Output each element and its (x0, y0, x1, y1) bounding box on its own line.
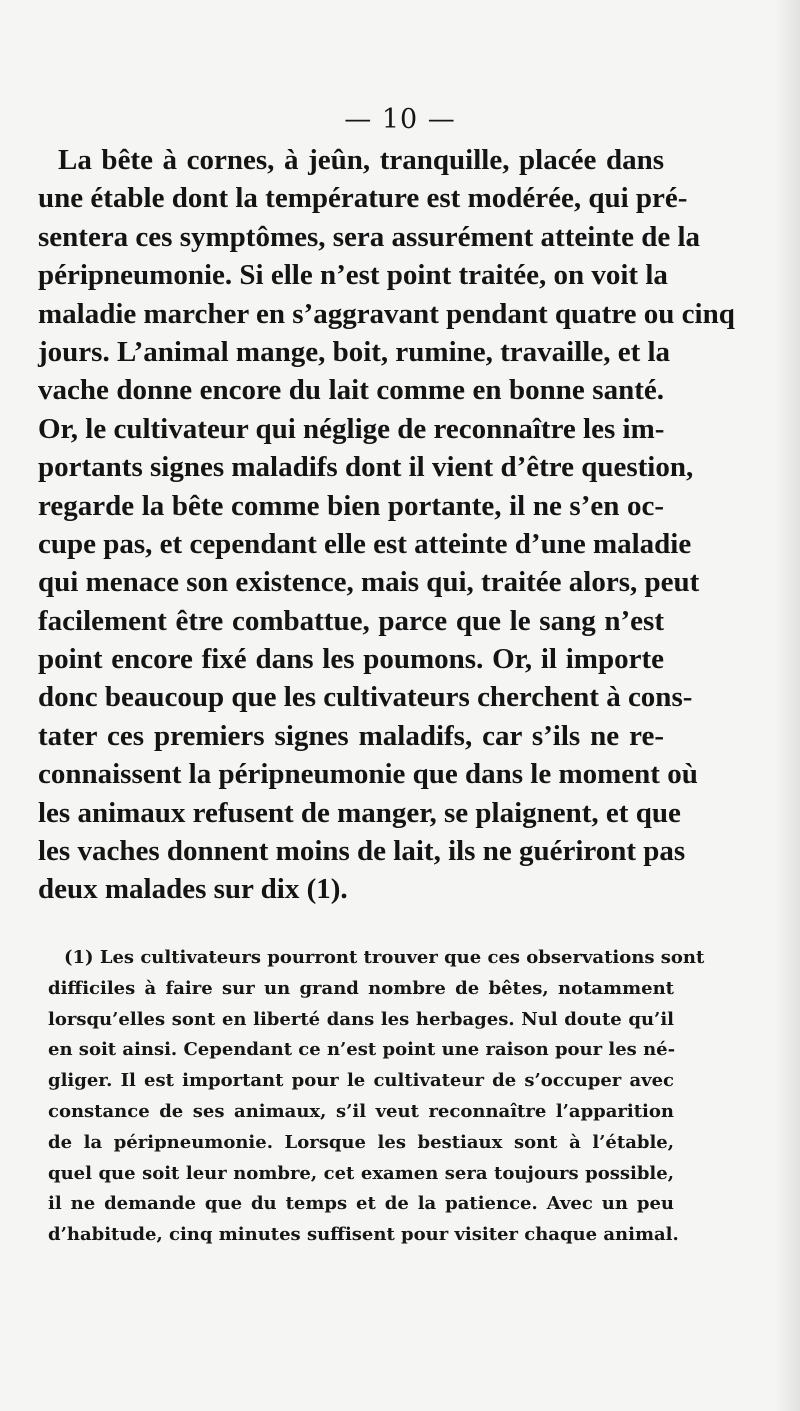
text-line: tater ces premiers signes maladifs, car s’ils ne re- (38, 719, 664, 752)
text-line: vache donne encore du lait comme en bonne santé. (38, 374, 664, 407)
text-line: connaissent la péripneumonie que dans le moment où (38, 758, 698, 791)
footnote-line: constance de ses animaux, s’il veut reconnaître l’apparition (48, 1100, 674, 1122)
text-line: une étable dont la température est modérée, qui pré- (38, 182, 688, 215)
footnote-line: en soit ainsi. Cependant ce n’est point une raison pour les né- (48, 1039, 676, 1061)
text-line: donc beaucoup que les cultivateurs cherchent à cons- (38, 681, 693, 714)
page-number: — 10 — (344, 104, 456, 135)
text-line: regarde la bête comme bien portante, il ne s’en oc- (38, 489, 664, 522)
footnote-line: gliger. Il est important pour le cultivateur de s’occuper avec (48, 1070, 674, 1092)
text-line: les animaux refusent de manger, se plaignent, et que (38, 796, 681, 829)
footnote-line: il ne demande que du temps et de la patience. Avec un peu (48, 1193, 674, 1215)
footnote-line: quel que soit leur nombre, cet examen sera toujours possible, (48, 1162, 674, 1184)
text-line: les vaches donnent moins de lait, ils ne guériront pas (38, 835, 686, 868)
main-paragraph (38, 141, 735, 909)
text-line: cupe pas, et cependant elle est atteinte d’une maladie (38, 527, 692, 560)
text-line: Or, le cultivateur qui néglige de reconnaître les im- (38, 412, 665, 445)
footnote-line: de la péripneumonie. Lorsque les bestiaux sont à l’étable, (48, 1131, 674, 1153)
text-line: facilement être combattue, parce que le sang n’est (38, 604, 664, 637)
footnote-line: d’habitude, cinq minutes suffisent pour visiter chaque animal. (48, 1224, 679, 1246)
text-line: point encore fixé dans les poumons. Or, il importe (38, 643, 664, 676)
footnote-line: (1) Les cultivateurs pourront trouver que ces observations sont (64, 947, 705, 968)
footnote-line: lorsqu’elles sont en liberté dans les herbages. Nul doute qu’il (48, 1008, 674, 1030)
text-line: maladie marcher en s’aggravant pendant quatre ou cinq (38, 297, 735, 330)
text-line: La bête à cornes, à jeûn, tranquille, placée dans (58, 144, 664, 176)
text-line: qui menace son existence, mais qui, traitée alors, peut (38, 566, 700, 599)
footnote-line: difficiles à faire sur un grand nombre de bêtes, notamment (48, 977, 674, 999)
text-line: sentera ces symptômes, sera assurément atteinte de la (38, 220, 701, 253)
text-line: péripneumonie. Si elle n’est point traitée, on voit la (38, 259, 668, 292)
text-line: portants signes maladifs dont il vient d’être question, (38, 451, 694, 484)
text-line: jours. L’animal mange, boit, rumine, travaille, et la (38, 335, 671, 368)
text-line: deux malades sur dix (1). (38, 873, 348, 906)
footnote (48, 943, 705, 1251)
page-edge-shadow (774, 0, 800, 1411)
